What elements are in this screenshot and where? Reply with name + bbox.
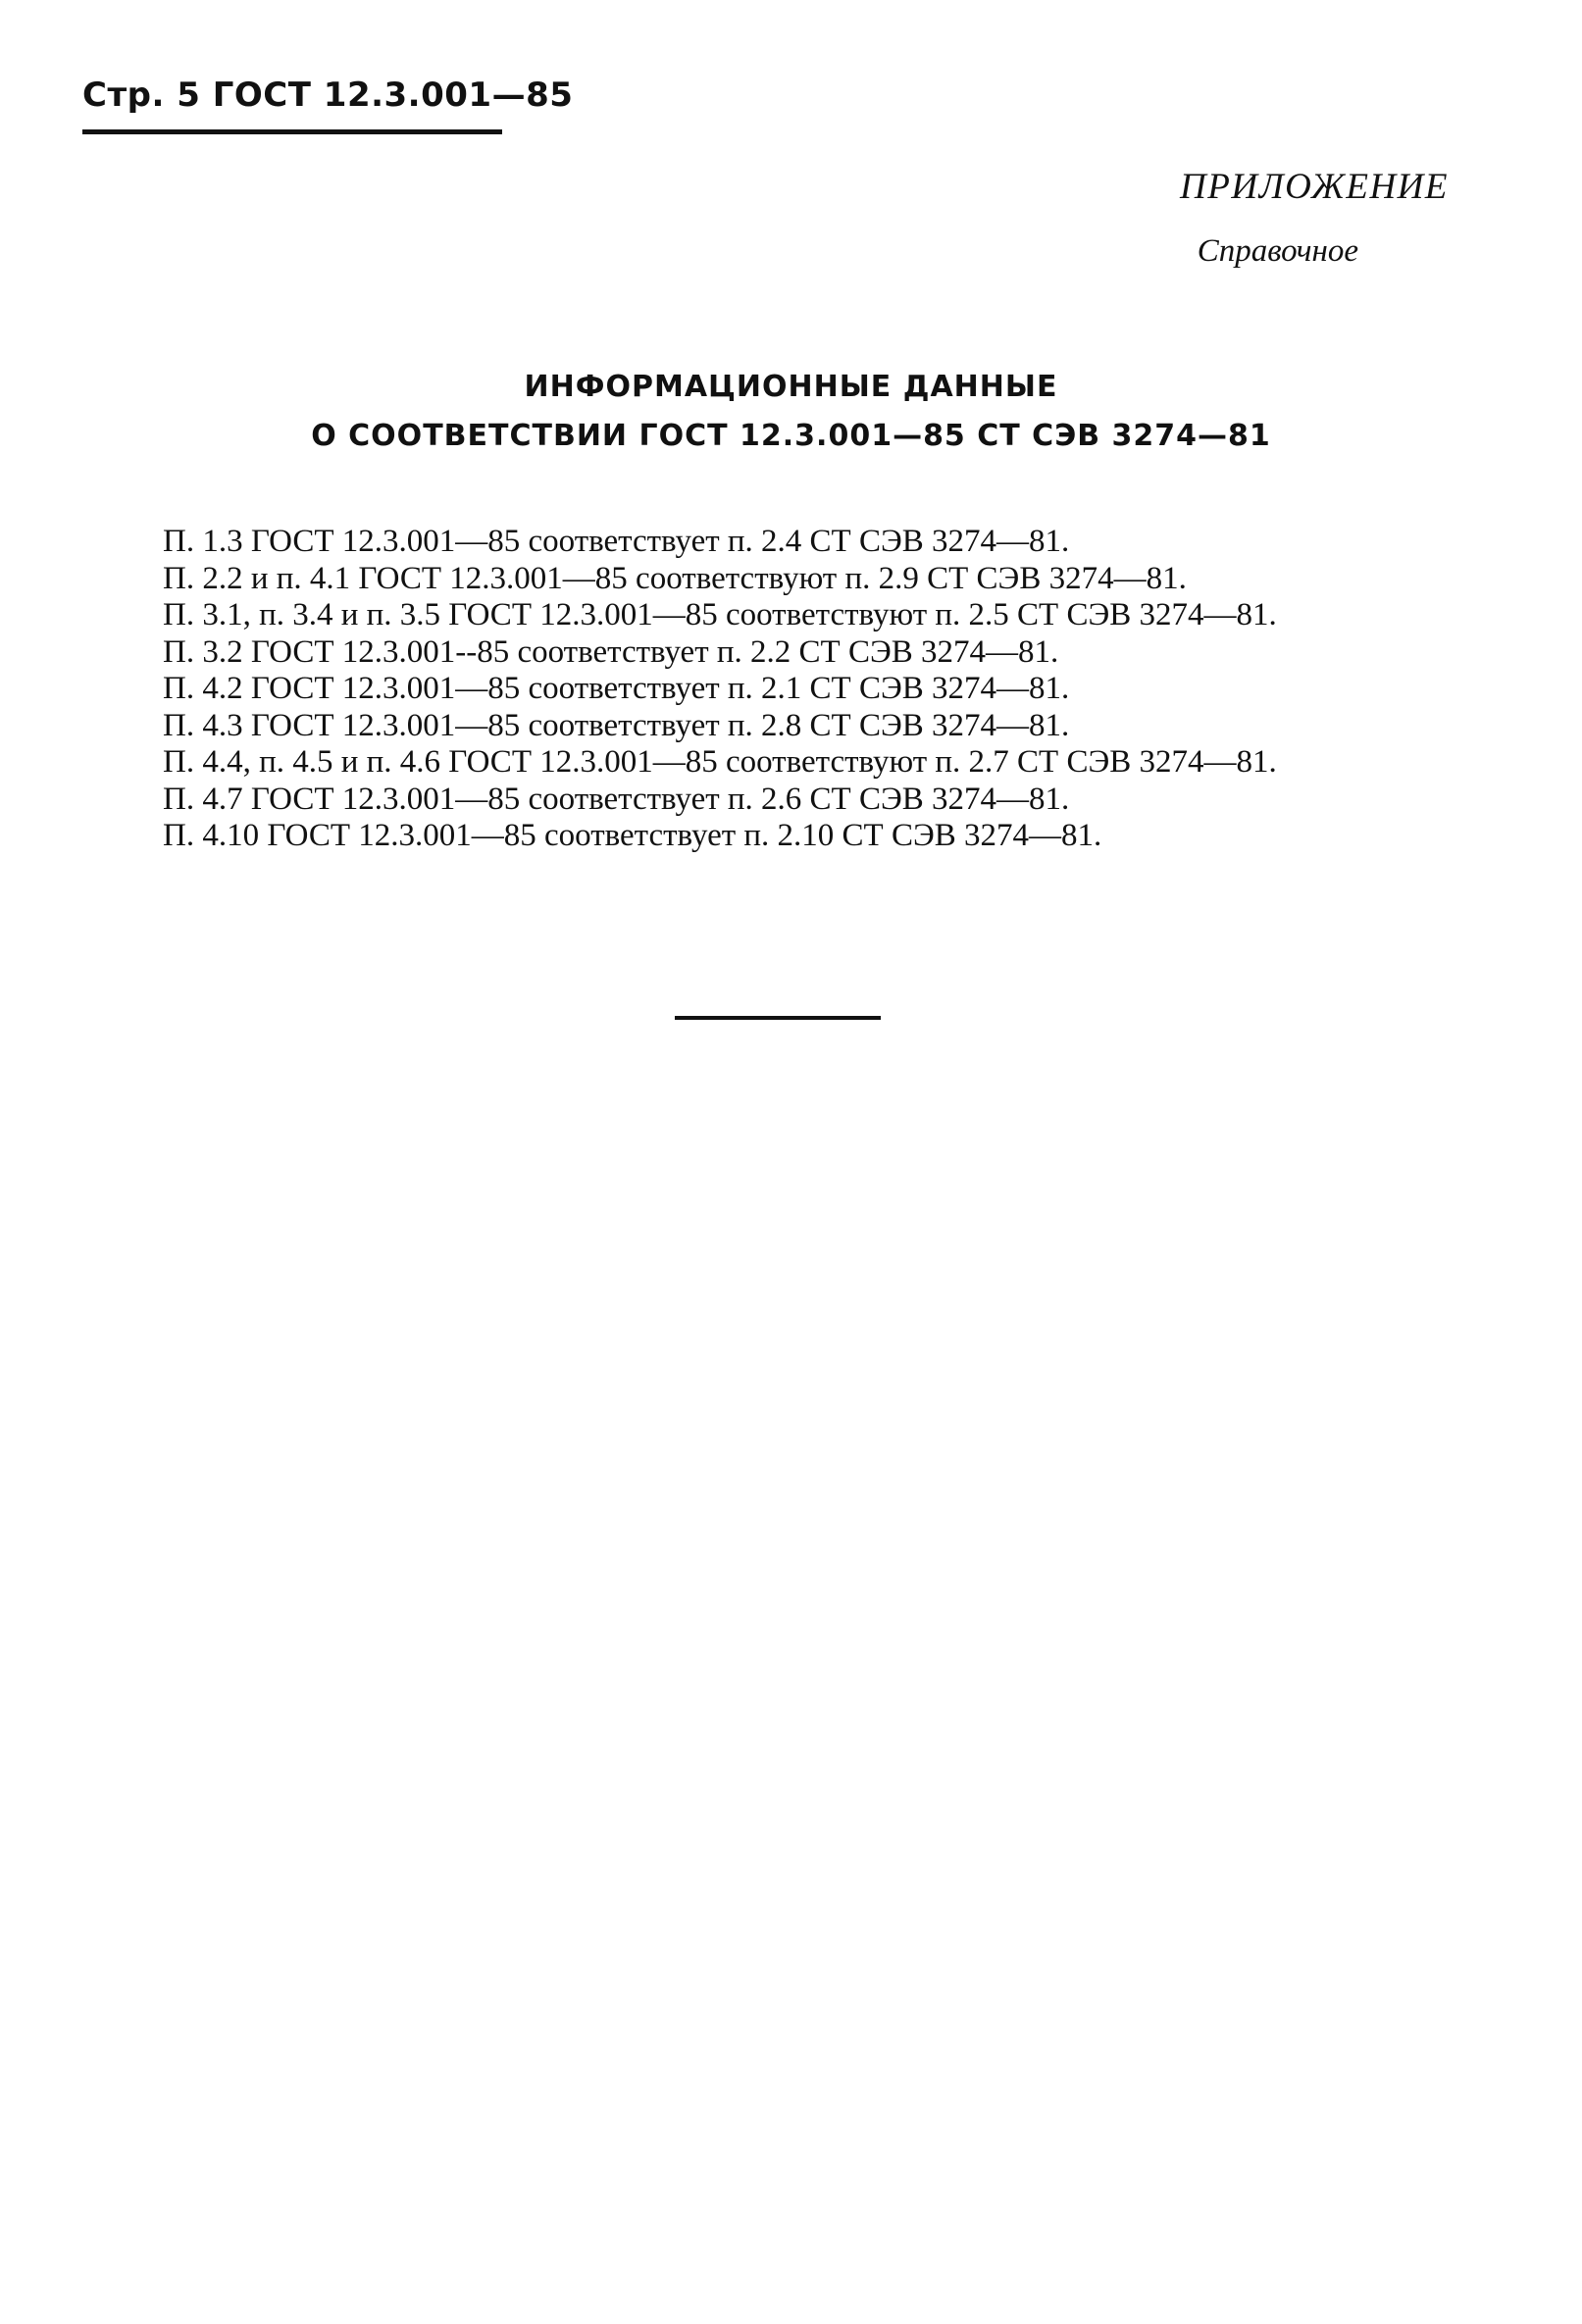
paragraph-5: П. 4.2 ГОСТ 12.3.001—85 соответствует п. 2.1 СТ СЭВ 3274—81. xyxy=(163,671,1070,706)
doc-title-line-1: ИНФОРМАЦИОННЫЕ ДАННЫЕ xyxy=(524,370,1058,404)
doc-title-line-2: О СООТВЕТСТВИИ ГОСТ 12.3.001—85 СТ СЭВ 3274—81 xyxy=(311,419,1271,453)
body-text xyxy=(94,524,1452,855)
paragraph-6: П. 4.3 ГОСТ 12.3.001—85 соответствует п. 2.8 СТ СЭВ 3274—81. xyxy=(163,707,1070,743)
page-header: Стр. 5 ГОСТ 12.3.001—85 xyxy=(82,76,574,115)
paragraph-9: П. 4.10 ГОСТ 12.3.001—85 соответствует п. 2.10 СТ СЭВ 3274—81. xyxy=(163,818,1102,853)
paragraph-2: П. 2.2 и п. 4.1 ГОСТ 12.3.001—85 соответствуют п. 2.9 СТ СЭВ 3274—81. xyxy=(163,560,1187,596)
header-rule xyxy=(82,129,502,134)
paragraph-8: П. 4.7 ГОСТ 12.3.001—85 соответствует п. 2.6 СТ СЭВ 3274—81. xyxy=(163,781,1070,817)
paragraph-3: П. 3.1, п. 3.4 и п. 3.5 ГОСТ 12.3.001—85 соответствуют п. 2.5 СТ СЭВ 3274—81. xyxy=(163,597,1277,632)
end-rule xyxy=(675,1016,881,1020)
paragraph-7: П. 4.4, п. 4.5 и п. 4.6 ГОСТ 12.3.001—85 соответствуют п. 2.7 СТ СЭВ 3274—81. xyxy=(163,744,1277,780)
paragraph-4: П. 3.2 ГОСТ 12.3.001--85 соответствует п. 2.2 СТ СЭВ 3274—81. xyxy=(163,633,1059,670)
appendix-label: ПРИЛОЖЕНИЕ xyxy=(1180,167,1449,207)
appendix-type: Справочное xyxy=(1197,233,1358,269)
paragraph-1: П. 1.3 ГОСТ 12.3.001—85 соответствует п. 2.4 СТ СЭВ 3274—81. xyxy=(163,524,1070,559)
